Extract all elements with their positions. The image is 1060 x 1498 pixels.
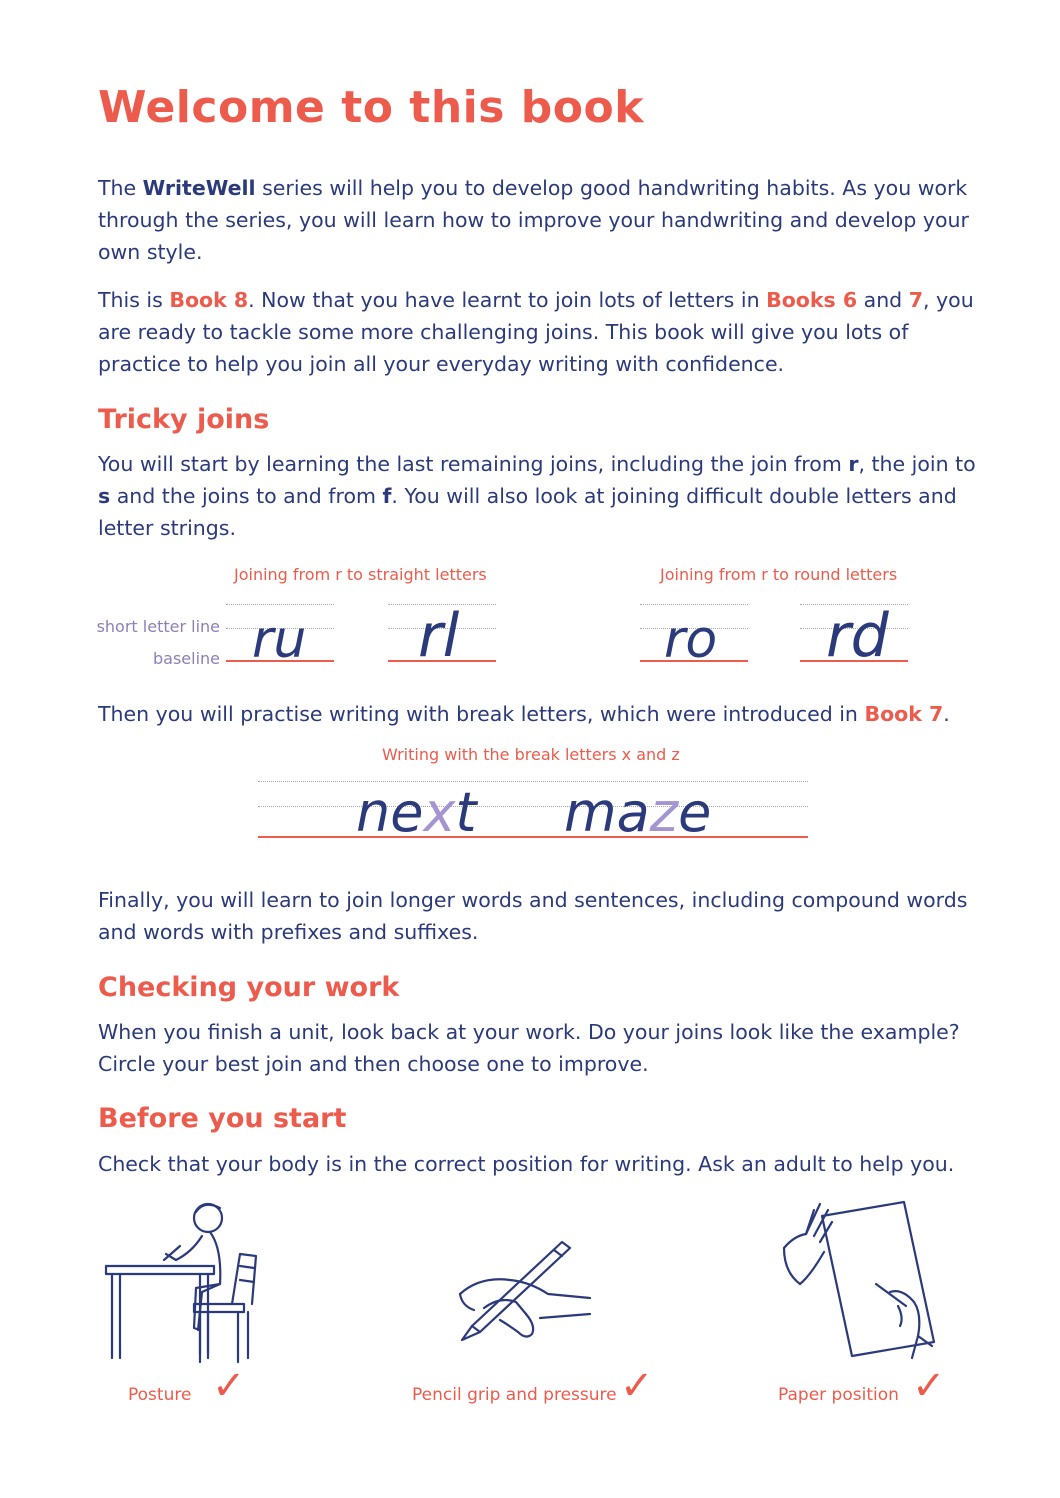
checking-paragraph: When you finish a unit, look back at your work. Do your joins look like the example? Circle your best join and then choose one to improve.	[98, 1020, 960, 1076]
paper-position-label: Paper position	[778, 1385, 899, 1405]
example-rd: rd	[826, 601, 889, 671]
page-title: Welcome to this book	[98, 82, 644, 133]
caption-round-letters: Joining from r to round letters	[660, 565, 898, 584]
caption-break-letters: Writing with the break letters x and z	[382, 745, 680, 764]
guide-top-line	[258, 781, 808, 782]
pencil-grip-icon	[440, 1236, 600, 1346]
guide-baseline	[258, 836, 808, 838]
example-next: next	[356, 781, 477, 844]
short-letter-line-label: short letter line	[96, 617, 220, 636]
tricky-joins-heading: Tricky joins	[98, 404, 270, 435]
example-rl: rl	[418, 601, 460, 671]
baseline-label: baseline	[152, 649, 220, 668]
intro-paragraph-2: This is Book 8. Now that you have learnt to join lots of letters in Books 6 and 7, you are ready to tackle some more challenging joins. This book will give you lots of practice to help you join all your everyday writing with confidence.	[98, 288, 974, 376]
before-heading: Before you start	[98, 1103, 347, 1134]
example-ro: ro	[664, 610, 718, 670]
intro-paragraph-1: The WriteWell series will help you to develop good handwriting habits. As you work through the series, you will learn how to improve your handwriting and develop your own style.	[98, 176, 969, 264]
pencil-grip-check-icon: ✓	[620, 1363, 654, 1409]
finally-paragraph: Finally, you will learn to join longer words and sentences, including compound words and words with prefixes and suffixes.	[98, 888, 968, 944]
caption-straight-letters: Joining from r to straight letters	[234, 565, 487, 584]
posture-label: Posture	[128, 1385, 192, 1405]
guide-short-line	[258, 806, 808, 807]
series-name: WriteWell	[142, 176, 256, 200]
example-maze: maze	[564, 781, 712, 844]
example-ru: ru	[252, 610, 307, 670]
checking-heading: Checking your work	[98, 972, 400, 1003]
paper-position-icon	[780, 1196, 940, 1366]
guide-top-line	[226, 604, 334, 605]
paper-position-check-icon: ✓	[912, 1363, 946, 1409]
posture-check-icon: ✓	[212, 1363, 246, 1409]
break-letters-paragraph: Then you will practise writing with break letters, which were introduced in Book 7.	[98, 702, 950, 726]
guide-top-line	[640, 604, 748, 605]
tricky-joins-paragraph: You will start by learning the last remaining joins, including the join from r, the join to s and the joins to and from f. You will also look at joining difficult double letters and letter strings.	[98, 452, 976, 540]
pencil-grip-label: Pencil grip and pressure	[412, 1385, 617, 1405]
before-paragraph: Check that your body is in the correct position for writing. Ask an adult to help you.	[98, 1152, 955, 1176]
posture-icon	[104, 1196, 264, 1366]
